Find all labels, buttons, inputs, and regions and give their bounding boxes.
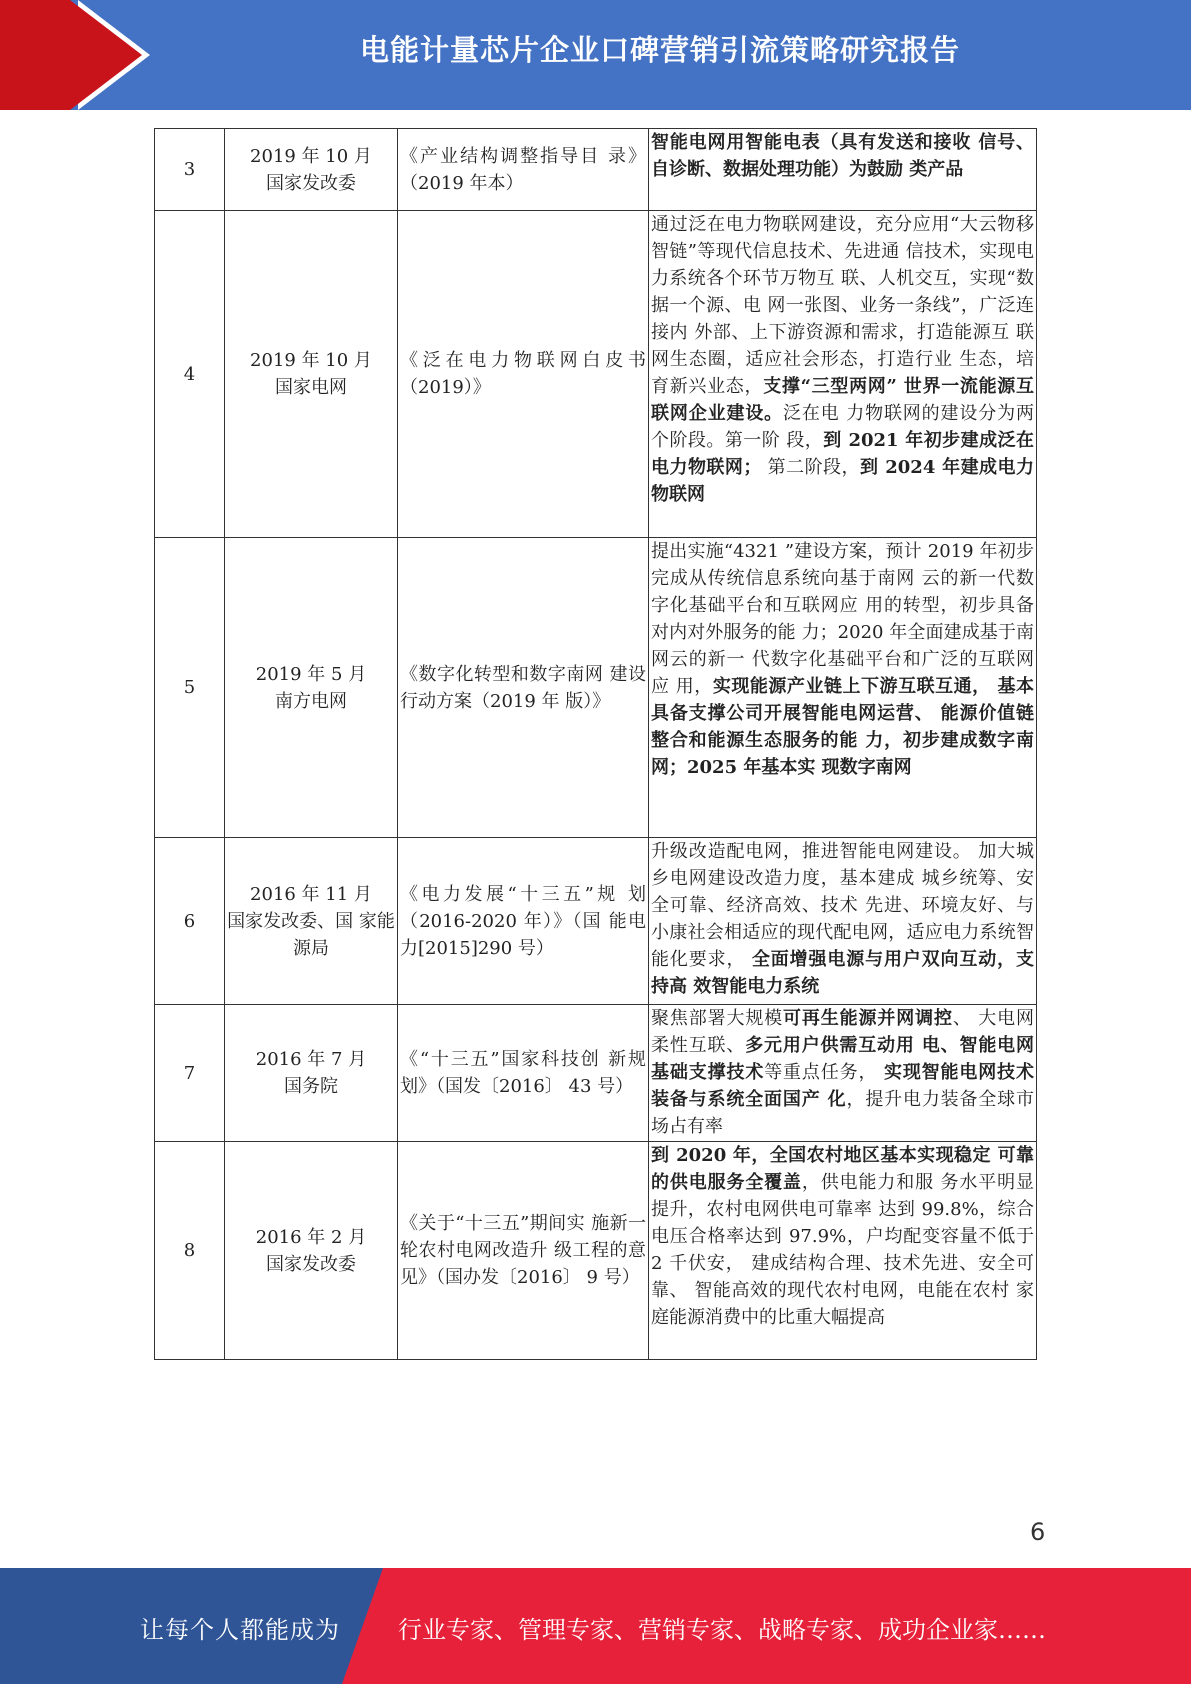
content-text: ，提升电力装备全球市场占有率: [651, 1089, 1035, 1137]
content-bold: 到 2024 年建成电力物联网: [651, 457, 1035, 505]
content-text: 提出实施“4321 ”建设方案，预计 2019 年初步完成从传统信息系统向基于南网 云的新一代数字化基础平台和互联网应 用的转型，初步具备对内对外服务的能 力；2020 年全面建成基于南网云的新一 代数字化基础平台和广泛的互联网应 用，: [651, 541, 1034, 697]
row-content: [649, 1142, 1037, 1360]
row-date: 2016 年 11 月: [250, 883, 372, 905]
row-issuer: 国家发改委: [266, 1253, 356, 1275]
row-index: 3: [155, 129, 225, 211]
row-date: 2019 年 10 月: [250, 145, 372, 167]
row-issuer: 国家发改委: [266, 172, 356, 194]
header-chevron-red-icon: [70, 0, 142, 110]
footer-slogan-right: 行业专家、管理专家、营销专家、战略专家、成功企业家……: [398, 1616, 1046, 1644]
row-content: [649, 538, 1037, 838]
content-bold: 支撑“三型两网” 世界一流能源互联网企业建设。: [651, 376, 1035, 424]
row-issuer: 国家发改委、国 家能源局: [227, 910, 395, 959]
content-bold: 多元用户供需互动用 电、智能电网基础支撑技术: [651, 1035, 1035, 1083]
content-text: ，供电能力和服 务水平明显提升，农村电网供电可靠率 达到 99.8%，综合电压合格率达到 97.9%，户均配变容量不低于 2 千伏安， 建成结构合理、技术先进、安全可靠、 智能高效的现代农村电网，电能在农村 家庭能源消费中的比重大幅提高: [651, 1172, 1034, 1328]
content-bold: 可再生能源并网调控: [783, 1008, 953, 1029]
table-row: [155, 129, 1037, 211]
content-text: 第二阶段，: [761, 457, 861, 478]
report-title: 电能计量芯片企业口碑营销引流策略研究报告: [359, 33, 960, 67]
content-text: 升级改造配电网，推进智能电网建设。 加大城乡电网建设改造力度，基本建成 城乡统筹、安全可靠、经济高效、技术 先进、环境友好、与小康社会相适应的现代配电网，适应电力系统智能化要求，: [651, 841, 1034, 970]
row-date-issuer: [225, 129, 398, 211]
content-text: 通过泛在电力物联网建设，充分应用“大云物移智链”等现代信息技术、先进通 信技术，实现电力系统各个环节万物互 联、人机交互，实现“数据一个源、电 网一张图、业务一条线”，广泛连接内 外部、上下游资源和需求，打造能源互 联网生态圈，适应社会形态，打造行业 生态，培育新兴业态，: [651, 214, 1034, 397]
row-issuer: 国务院: [284, 1076, 338, 1097]
row-document: 《电力发展“十三五”规 划（2016-2020 年）》（国 能电力[2015]290 号）: [398, 838, 649, 1005]
table-row: [155, 1142, 1037, 1360]
footer-slogan-left: 让每个人都能成为: [140, 1616, 340, 1644]
content-text: 、 大电网柔性互联、: [651, 1008, 1035, 1056]
policy-table: [154, 128, 1037, 1360]
row-content: [649, 838, 1037, 1005]
row-document: 《数字化转型和数字南网 建设行动方案（2019 年 版）》: [398, 538, 649, 838]
row-document: 《“十三五”国家科技创 新规划》（国发〔2016〕 43 号）: [398, 1005, 649, 1142]
row-document: 《泛在电力物联网白皮书（2019）》: [398, 211, 649, 538]
content-text: 聚焦部署大规模: [651, 1008, 784, 1029]
row-index: 4: [155, 211, 225, 538]
row-date-issuer: [225, 211, 398, 538]
row-content: [649, 1005, 1037, 1142]
row-date-issuer: [225, 1142, 398, 1360]
row-document: 《关于“十三五”期间实 施新一轮农村电网改造升 级工程的意见》（国办发〔2016〕 9 号）: [398, 1142, 649, 1360]
table-row: [155, 1005, 1037, 1142]
table-row: [155, 538, 1037, 838]
content-text: 等重点任务，: [764, 1062, 884, 1083]
row-index: 6: [155, 838, 225, 1005]
content-text: 泛在电 力物联网的建设分为两个阶段。第一阶 段，: [651, 403, 1034, 451]
row-document: 《产业结构调整指导目 录》（2019 年本）: [398, 129, 649, 211]
content-bold: 到 2021 年初步建成泛在电力物联网；: [651, 430, 1034, 478]
row-index: 5: [155, 538, 225, 838]
content-bold: 智能电网用智能电表（具有发送和接收 信号、自诊断、数据处理功能）为鼓励 类产品: [651, 132, 1034, 180]
row-date: 2019 年 10 月: [250, 350, 372, 371]
page-header: [0, 0, 1191, 110]
row-date: 2016 年 2 月: [255, 1226, 367, 1248]
content-bold: 全面增强电源与用户双向互动，支持高 效智能电力系统: [651, 949, 1034, 997]
table-row: [155, 838, 1037, 1005]
page-number: 6: [1030, 1518, 1046, 1546]
row-content: [649, 129, 1037, 211]
content-bold: 实现能源产业链上下游互联互通， 基本具备支撑公司开展智能电网运营、 能源价值链整合和能源生态服务的能 力，初步建成数字南网；2025 年基本实 现数字南网: [651, 676, 1034, 778]
header-red-block: [0, 0, 70, 110]
row-date-issuer: [225, 1005, 398, 1142]
content-bold: 到 2020 年，全国农村地区基本实现稳定 可靠的供电服务全覆盖: [651, 1145, 1034, 1193]
row-date: 2016 年 7 月: [255, 1049, 367, 1070]
row-issuer: 国家电网: [275, 377, 347, 398]
row-issuer: 南方电网: [275, 690, 347, 712]
row-content: [649, 211, 1037, 538]
table-row: [155, 211, 1037, 538]
row-date-issuer: [225, 538, 398, 838]
row-index: 8: [155, 1142, 225, 1360]
row-date: 2019 年 5 月: [255, 663, 367, 685]
row-date-issuer: [225, 838, 398, 1005]
row-index: 7: [155, 1005, 225, 1142]
content-bold: 实现智能电网技术装备与系统全面国产 化: [651, 1062, 1034, 1110]
